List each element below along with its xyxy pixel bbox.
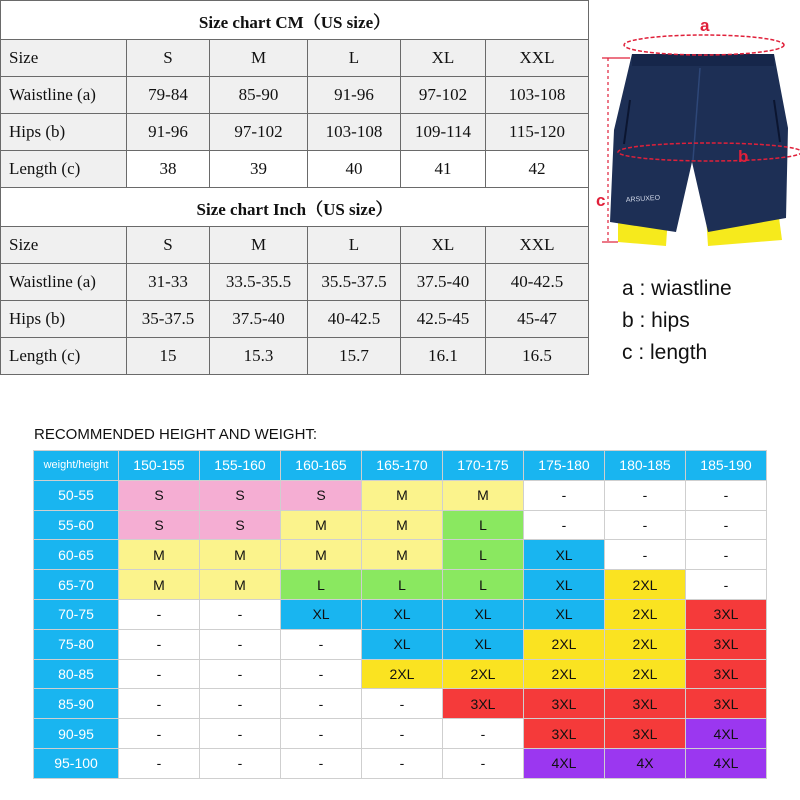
size-cell: - <box>119 599 200 629</box>
size-cell: 3XL <box>524 689 605 719</box>
table-cell: 37.5-40 <box>401 264 486 301</box>
legend-hips: b : hips <box>622 309 690 332</box>
table-row <box>1 338 589 375</box>
size-cell: M <box>200 540 281 570</box>
shorts-diagram <box>596 12 800 272</box>
table-cell: 45-47 <box>486 301 589 338</box>
size-cell: S <box>119 510 200 540</box>
table-cell: Hips (b) <box>1 301 127 338</box>
size-cell: XL <box>362 599 443 629</box>
size-cell: - <box>686 540 767 570</box>
table-cell: 42.5-45 <box>401 301 486 338</box>
size-cell: - <box>200 659 281 689</box>
size-cell: S <box>200 480 281 510</box>
size-cell: 3XL <box>443 689 524 719</box>
table-cell: 33.5-35.5 <box>210 264 308 301</box>
table-cell: 97-102 <box>210 114 308 151</box>
legend-length: c : length <box>622 341 708 364</box>
table-cell: Waistline (a) <box>1 77 127 114</box>
table-cell: 31-33 <box>127 264 210 301</box>
size-cell: L <box>281 570 362 600</box>
table-row <box>1 151 589 188</box>
size-cell: XL <box>524 599 605 629</box>
table-cell: S <box>127 227 210 264</box>
table-cell: 38 <box>127 151 210 188</box>
weight-header: 75-80 <box>34 629 119 659</box>
size-cell: 4XL <box>686 719 767 749</box>
table-cell: 40-42.5 <box>308 301 401 338</box>
table-cell: Size <box>1 40 127 77</box>
size-cell: XL <box>281 599 362 629</box>
table-cell: 40 <box>308 151 401 188</box>
size-cell: 4X <box>605 748 686 778</box>
size-cell: - <box>200 629 281 659</box>
marker-b: b <box>738 147 749 166</box>
weight-header: 95-100 <box>34 748 119 778</box>
inch-title-row <box>1 188 589 227</box>
size-cell: - <box>119 659 200 689</box>
table-cell: 41 <box>401 151 486 188</box>
table-cell: XXL <box>486 40 589 77</box>
size-cell: - <box>443 719 524 749</box>
table-cell: 15 <box>127 338 210 375</box>
size-cell: - <box>281 748 362 778</box>
size-cell: 2XL <box>524 629 605 659</box>
size-cell: 2XL <box>524 659 605 689</box>
size-cell: L <box>443 540 524 570</box>
table-cell: M <box>210 227 308 264</box>
size-cell: M <box>200 570 281 600</box>
size-cell: L <box>362 570 443 600</box>
size-cell: - <box>119 719 200 749</box>
table-cell: 79-84 <box>127 77 210 114</box>
waistband <box>632 54 774 66</box>
table-row <box>34 629 767 659</box>
size-cell: - <box>524 480 605 510</box>
size-cell: 4XL <box>524 748 605 778</box>
table-cell: 85-90 <box>210 77 308 114</box>
size-cell: XL <box>524 540 605 570</box>
size-cell: S <box>200 510 281 540</box>
table-cell: L <box>308 227 401 264</box>
recommended-size-table <box>33 450 767 779</box>
inch-header-row <box>1 227 589 264</box>
brand-text: ARSUXEO <box>625 194 661 204</box>
size-cell: - <box>605 480 686 510</box>
table-row <box>34 510 767 540</box>
legend-waistline: a : wiastline <box>622 277 732 300</box>
size-cell: - <box>119 689 200 719</box>
size-cell: - <box>362 748 443 778</box>
table-cell: Size <box>1 227 127 264</box>
size-cell: 2XL <box>605 570 686 600</box>
size-cell: L <box>443 510 524 540</box>
height-header: 185-190 <box>686 451 767 481</box>
height-header: 170-175 <box>443 451 524 481</box>
table-cell: 35-37.5 <box>127 301 210 338</box>
weight-header: 90-95 <box>34 719 119 749</box>
size-cell: - <box>362 719 443 749</box>
size-cell: - <box>524 510 605 540</box>
table-row <box>1 301 589 338</box>
table-cell: Hips (b) <box>1 114 127 151</box>
size-cell: XL <box>524 570 605 600</box>
marker-c: c <box>596 191 606 210</box>
table-cell: XL <box>401 227 486 264</box>
height-header: 150-155 <box>119 451 200 481</box>
size-cell: 2XL <box>605 599 686 629</box>
height-header: 180-185 <box>605 451 686 481</box>
size-cell: XL <box>443 599 524 629</box>
size-cell: - <box>281 719 362 749</box>
size-cell: - <box>686 510 767 540</box>
table-row <box>34 719 767 749</box>
size-cell: 2XL <box>605 659 686 689</box>
height-header: 175-180 <box>524 451 605 481</box>
recommended-title: RECOMMENDED HEIGHT AND WEIGHT: <box>34 426 318 443</box>
size-cell: - <box>200 599 281 629</box>
table-cell: 15.7 <box>308 338 401 375</box>
cm-header-row <box>1 40 589 77</box>
size-cell: M <box>443 480 524 510</box>
table-cell: XL <box>401 40 486 77</box>
size-cell: 3XL <box>686 599 767 629</box>
table-cell: XXL <box>486 227 589 264</box>
table-cell: 39 <box>210 151 308 188</box>
size-cell: 3XL <box>605 689 686 719</box>
table-cell: 103-108 <box>486 77 589 114</box>
table-cell: 109-114 <box>401 114 486 151</box>
waist-ellipse <box>624 35 784 55</box>
size-cell: 3XL <box>686 629 767 659</box>
size-cell: - <box>119 748 200 778</box>
size-cell: - <box>362 689 443 719</box>
size-cell: 3XL <box>524 719 605 749</box>
weight-header: 80-85 <box>34 659 119 689</box>
table-cell: 35.5-37.5 <box>308 264 401 301</box>
size-cell: M <box>119 570 200 600</box>
size-cell: - <box>686 480 767 510</box>
table-row <box>1 77 589 114</box>
table-cell: 97-102 <box>401 77 486 114</box>
size-cell: 2XL <box>362 659 443 689</box>
size-cell: M <box>281 540 362 570</box>
size-cell: XL <box>362 629 443 659</box>
size-cell: - <box>200 719 281 749</box>
table-cell: 37.5-40 <box>210 301 308 338</box>
height-header: 155-160 <box>200 451 281 481</box>
size-cell: - <box>686 570 767 600</box>
size-cell: - <box>200 748 281 778</box>
table-cell: Length (c) <box>1 151 127 188</box>
size-cell: 2XL <box>605 629 686 659</box>
weight-header: 85-90 <box>34 689 119 719</box>
size-cell: - <box>200 689 281 719</box>
size-cell: M <box>362 480 443 510</box>
size-cell: M <box>281 510 362 540</box>
table-cell: 115-120 <box>486 114 589 151</box>
weight-header: 60-65 <box>34 540 119 570</box>
cm-chart-title: Size chart CM（US size） <box>1 1 589 40</box>
inch-chart-title: Size chart Inch（US size） <box>1 188 589 227</box>
size-cell: - <box>605 510 686 540</box>
table-cell: 16.5 <box>486 338 589 375</box>
size-cell: S <box>119 480 200 510</box>
weight-header: 65-70 <box>34 570 119 600</box>
size-cell: XL <box>443 629 524 659</box>
table-cell: 91-96 <box>308 77 401 114</box>
table-row <box>34 540 767 570</box>
size-cell: 3XL <box>686 689 767 719</box>
size-cell: - <box>443 748 524 778</box>
size-cell: - <box>119 629 200 659</box>
table-cell: 42 <box>486 151 589 188</box>
table-row <box>34 748 767 778</box>
table-cell: L <box>308 40 401 77</box>
size-cell: M <box>362 510 443 540</box>
table-row <box>1 264 589 301</box>
size-cell: S <box>281 480 362 510</box>
size-cell: - <box>281 629 362 659</box>
size-cell: 3XL <box>686 659 767 689</box>
size-cell: 2XL <box>443 659 524 689</box>
table-cell: 15.3 <box>210 338 308 375</box>
size-cell: - <box>281 659 362 689</box>
size-cell: 4XL <box>686 748 767 778</box>
table-cell: 91-96 <box>127 114 210 151</box>
size-cell: M <box>119 540 200 570</box>
table-row <box>34 689 767 719</box>
weight-header: 50-55 <box>34 480 119 510</box>
size-cell: - <box>281 689 362 719</box>
weight-header: 55-60 <box>34 510 119 540</box>
table-cell: 40-42.5 <box>486 264 589 301</box>
size-cell: L <box>443 570 524 600</box>
height-header: 165-170 <box>362 451 443 481</box>
size-cell: M <box>362 540 443 570</box>
table-row <box>1 114 589 151</box>
size-cell: - <box>605 540 686 570</box>
table-cell: 103-108 <box>308 114 401 151</box>
size-cell: 3XL <box>605 719 686 749</box>
table-cell: Waistline (a) <box>1 264 127 301</box>
table-row <box>34 659 767 689</box>
recommended-header-row <box>34 451 767 481</box>
table-row <box>34 480 767 510</box>
size-chart-table <box>0 0 589 375</box>
height-header: 160-165 <box>281 451 362 481</box>
table-cell: 16.1 <box>401 338 486 375</box>
table-row <box>34 599 767 629</box>
weight-header: 70-75 <box>34 599 119 629</box>
cm-title-row <box>1 1 589 40</box>
table-cell: S <box>127 40 210 77</box>
table-cell: M <box>210 40 308 77</box>
table-row <box>34 570 767 600</box>
table-cell: Length (c) <box>1 338 127 375</box>
weight-height-corner: weight/height <box>34 451 119 481</box>
marker-a: a <box>700 16 710 35</box>
